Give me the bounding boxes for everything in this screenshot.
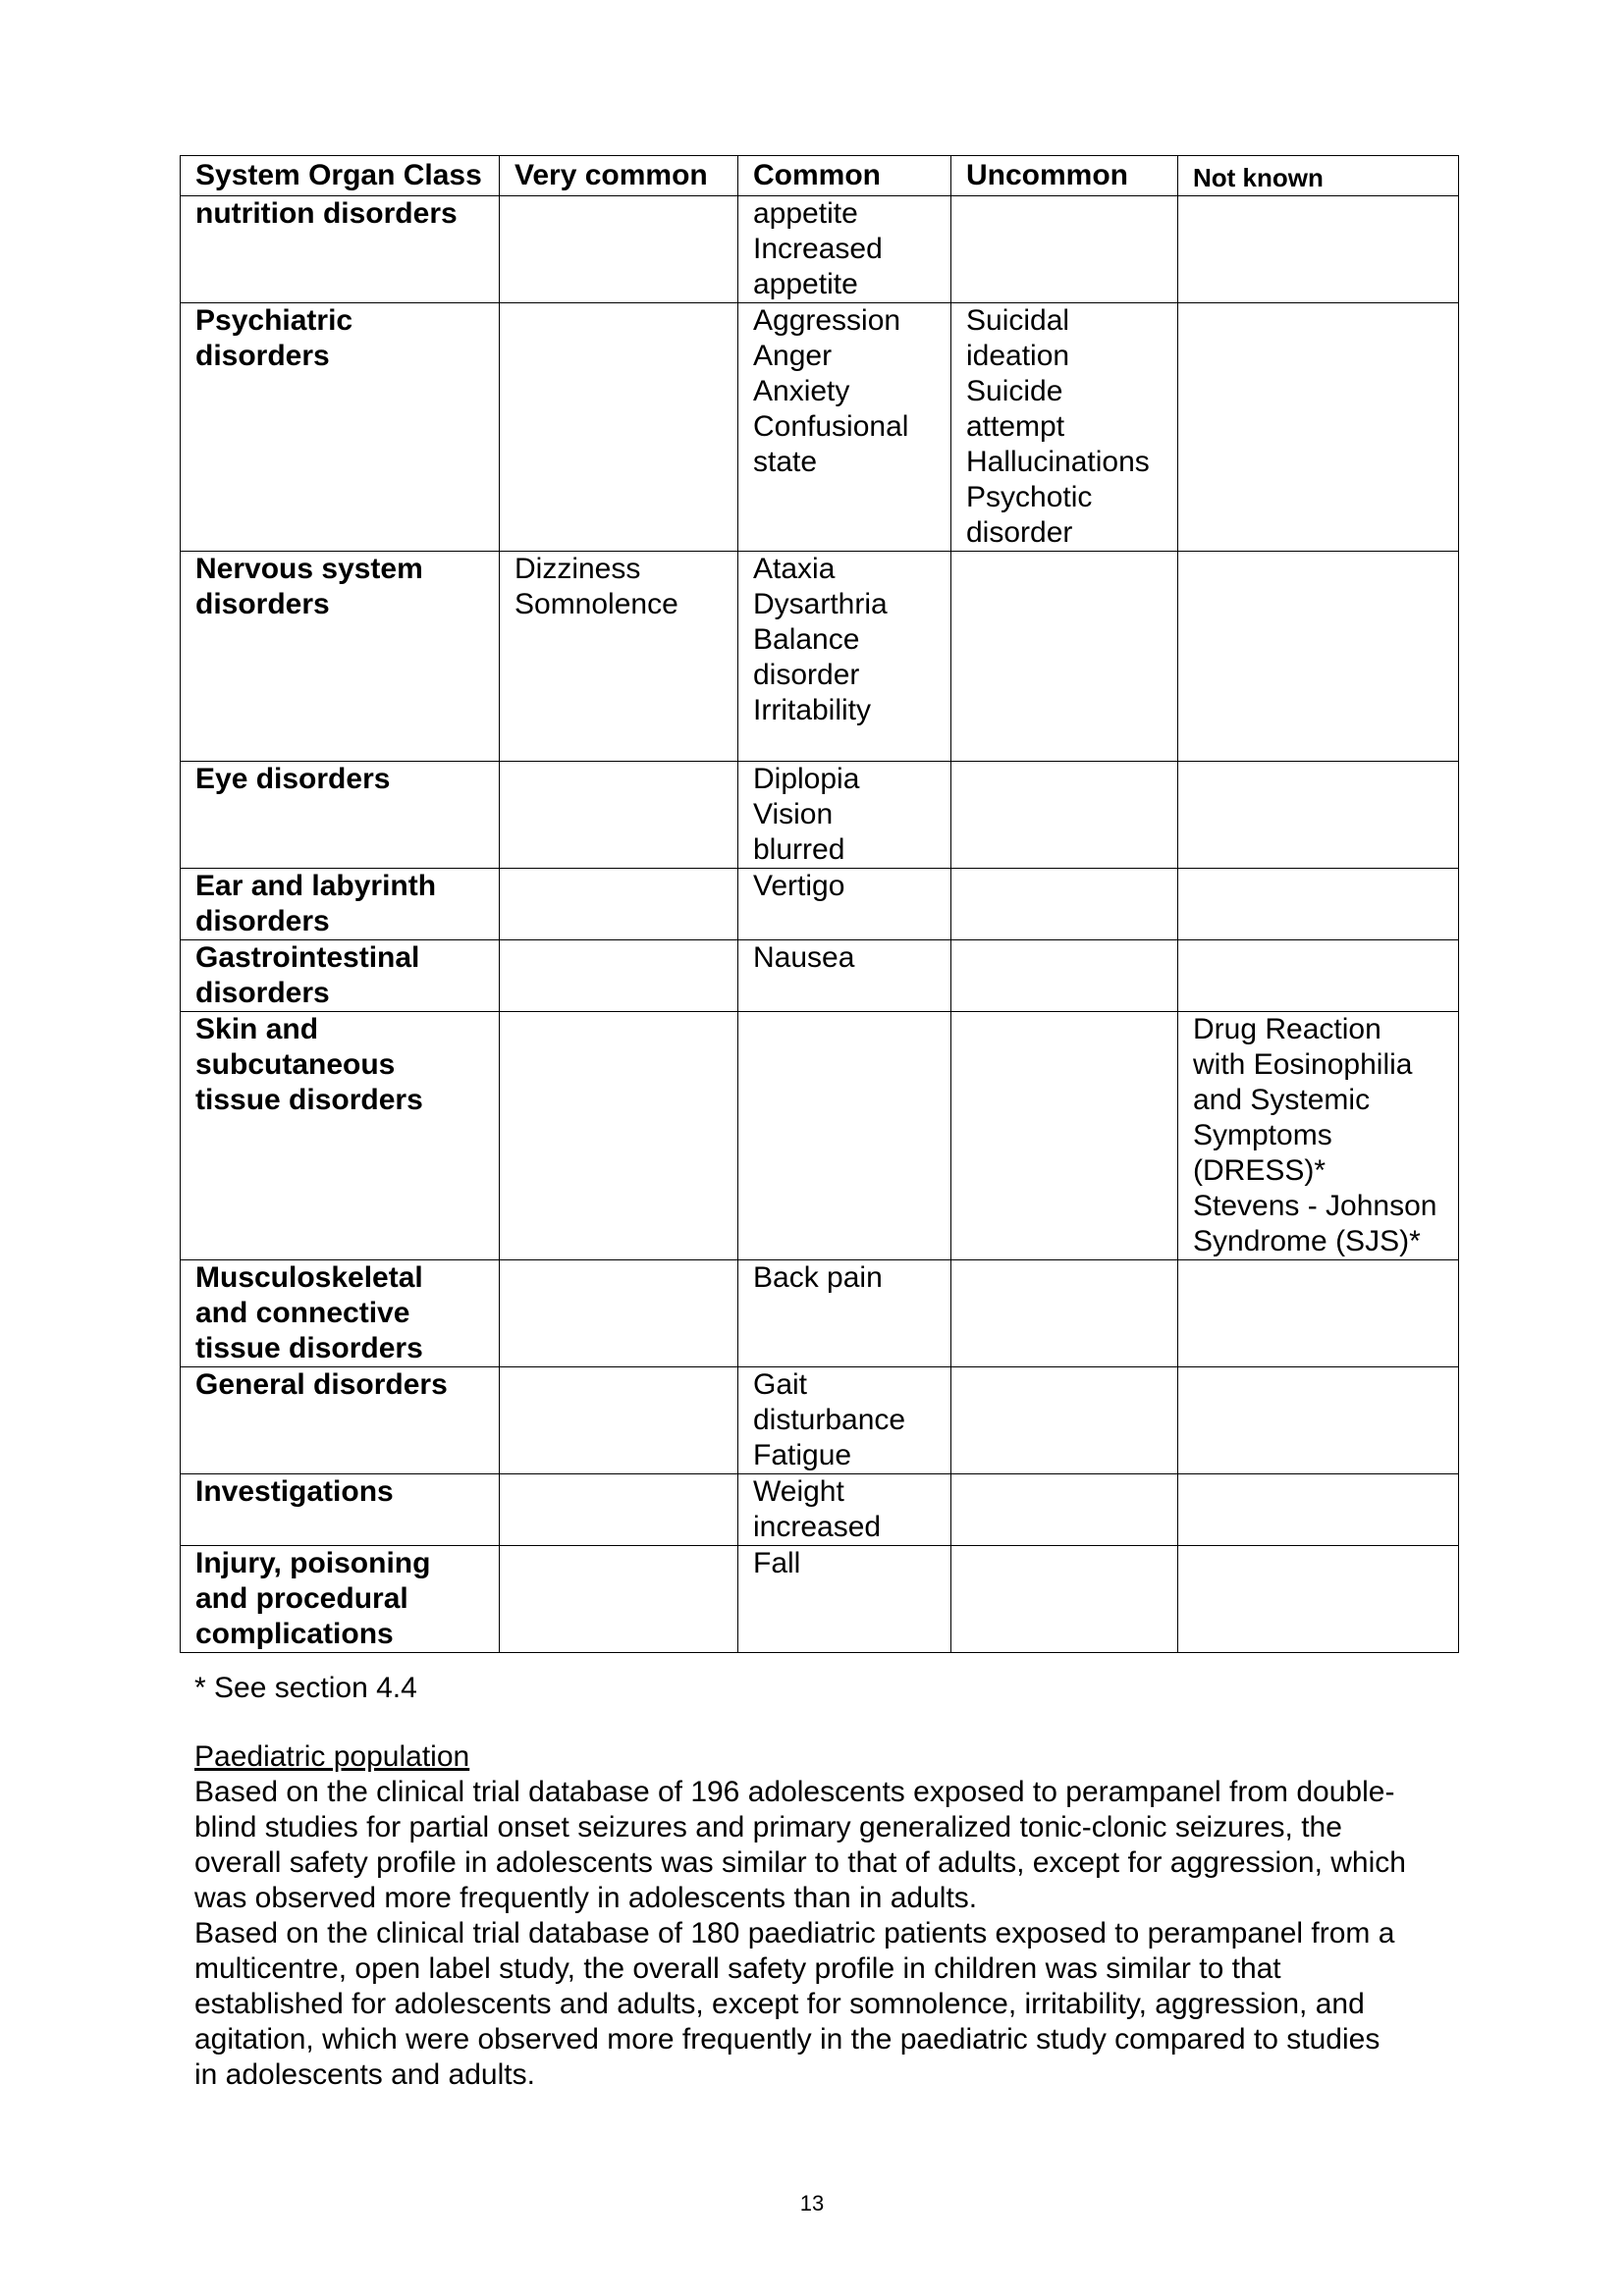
cell-uncommon (951, 303, 1178, 552)
adverse-reactions-table (180, 155, 1459, 1653)
cell-not-known (1178, 869, 1459, 940)
cell-soc (181, 1260, 500, 1367)
paragraph-line: Based on the clinical trial database of 196 adolescents exposed to perampanel from double- (194, 1776, 1395, 1808)
cell-text-line: Nausea (753, 941, 855, 974)
paragraph-line: multicentre, open label study, the overall safety profile in children was similar to that (194, 1952, 1281, 1985)
cell-text-line: Fatigue (753, 1439, 852, 1471)
cell-text-line: (DRESS)* (1193, 1154, 1326, 1187)
cell-soc (181, 196, 500, 303)
cell-text-line: Vertigo (753, 870, 845, 902)
cell-text-line: tissue disorders (195, 1332, 423, 1364)
cell-common (738, 1012, 951, 1260)
cell-text-line: complications (195, 1618, 394, 1650)
cell-uncommon (951, 869, 1178, 940)
cell-common (738, 1260, 951, 1367)
paragraph-line: Based on the clinical trial database of 180 paediatric patients exposed to perampanel from a (194, 1917, 1395, 1949)
cell-common (738, 869, 951, 940)
cell-text-line: appetite (753, 268, 858, 300)
cell-uncommon (951, 1012, 1178, 1260)
cell-text-line: Suicidal (966, 304, 1070, 337)
paragraph-line: agitation, which were observed more frequently in the paediatric study compared to studies (194, 2023, 1380, 2056)
cell-text-line: Injury, poisoning (195, 1547, 431, 1579)
cell-uncommon (951, 940, 1178, 1012)
cell-text-line: disorders (195, 588, 330, 620)
cell-uncommon (951, 762, 1178, 869)
cell-text-line: Psychiatric (195, 304, 353, 337)
cell-text-line: and connective (195, 1297, 410, 1329)
adverse-reactions-table-container (180, 155, 1458, 1653)
cell-very-common (500, 940, 738, 1012)
cell-text-line: disorder (966, 516, 1073, 549)
table-row (181, 552, 1459, 762)
cell-soc (181, 940, 500, 1012)
cell-text-line: attempt (966, 410, 1065, 443)
cell-text-line: Gait (753, 1368, 808, 1401)
cell-text-line: Dysarthria (753, 588, 888, 620)
paediatric-heading: Paediatric population (194, 1740, 470, 1773)
cell-text-line: disorders (195, 905, 330, 937)
cell-text-line: disorder (753, 659, 860, 691)
cell-text-line: General disorders (195, 1368, 448, 1401)
cell-text-line: Gastrointestinal (195, 941, 420, 974)
cell-text-line: disorders (195, 340, 330, 372)
cell-soc (181, 869, 500, 940)
cell-text-line: Musculoskeletal (195, 1261, 423, 1294)
table-row (181, 940, 1459, 1012)
cell-text-line: and Systemic (1193, 1084, 1371, 1116)
cell-very-common (500, 552, 738, 762)
cell-text-line: and procedural (195, 1582, 408, 1615)
header-common: Common (738, 156, 951, 196)
cell-text-line: Weight (753, 1475, 844, 1508)
cell-text-line: Dizziness (514, 553, 641, 585)
cell-text-line: Irritability (753, 694, 872, 726)
cell-text-line: Diplopia (753, 763, 860, 795)
cell-text-line: Somnolence (514, 588, 678, 620)
cell-not-known (1178, 1260, 1459, 1367)
cell-text-line: Fall (753, 1547, 801, 1579)
paragraph-line: blind studies for partial onset seizures and primary generalized tonic-clonic seizures, the (194, 1811, 1342, 1843)
cell-very-common (500, 1546, 738, 1653)
table-row (181, 1367, 1459, 1474)
paragraph-line: was observed more frequently in adolescents than in adults. (194, 1882, 978, 1914)
cell-soc (181, 1367, 500, 1474)
cell-text-line: Hallucinations (966, 446, 1150, 478)
cell-not-known (1178, 303, 1459, 552)
table-footnote: * See section 4.4 (194, 1672, 417, 1704)
cell-uncommon (951, 1260, 1178, 1367)
cell-very-common (500, 1012, 738, 1260)
cell-common (738, 1474, 951, 1546)
cell-common (738, 552, 951, 762)
cell-text-line: Investigations (195, 1475, 394, 1508)
table-row (181, 869, 1459, 940)
page-number: 13 (799, 2191, 825, 2216)
cell-not-known (1178, 1474, 1459, 1546)
cell-very-common (500, 1367, 738, 1474)
cell-text-line: Anxiety (753, 375, 850, 407)
cell-common (738, 196, 951, 303)
cell-very-common (500, 196, 738, 303)
cell-text-line: Nervous system (195, 553, 423, 585)
cell-not-known (1178, 1012, 1459, 1260)
cell-text-line: state (753, 446, 818, 478)
cell-text-line: appetite (753, 197, 858, 230)
header-system-organ-class: System Organ Class (181, 156, 500, 196)
cell-text-line: Aggression (753, 304, 901, 337)
cell-uncommon (951, 1546, 1178, 1653)
table-row (181, 762, 1459, 869)
cell-text-line: Confusional (753, 410, 909, 443)
table-row (181, 1012, 1459, 1260)
cell-text-line: Back pain (753, 1261, 883, 1294)
cell-common (738, 940, 951, 1012)
table-row (181, 1474, 1459, 1546)
cell-text-line: with Eosinophilia (1193, 1048, 1413, 1081)
cell-not-known (1178, 1546, 1459, 1653)
table-body (181, 196, 1459, 1653)
cell-common (738, 303, 951, 552)
table-row (181, 1546, 1459, 1653)
cell-text-line: nutrition disorders (195, 197, 458, 230)
cell-uncommon (951, 1474, 1178, 1546)
table-row (181, 1260, 1459, 1367)
cell-text-line: Balance (753, 623, 860, 656)
cell-text-line: Ear and labyrinth (195, 870, 437, 902)
header-not-known: Not known (1178, 156, 1459, 196)
cell-text-line: Syndrome (SJS)* (1193, 1225, 1421, 1257)
cell-text-line: tissue disorders (195, 1084, 423, 1116)
table-header-row (181, 156, 1459, 196)
cell-text-line: Symptoms (1193, 1119, 1332, 1151)
cell-soc (181, 1474, 500, 1546)
cell-very-common (500, 1474, 738, 1546)
table-row (181, 303, 1459, 552)
header-very-common: Very common (500, 156, 738, 196)
paragraph-line: in adolescents and adults. (194, 2058, 535, 2091)
cell-uncommon (951, 1367, 1178, 1474)
cell-text-line: Stevens - Johnson (1193, 1190, 1437, 1222)
cell-common (738, 1367, 951, 1474)
cell-soc (181, 762, 500, 869)
cell-text-line: disorders (195, 977, 330, 1009)
cell-uncommon (951, 196, 1178, 303)
paragraph-line: established for adolescents and adults, except for somnolence, irritability, aggression, and (194, 1988, 1365, 2020)
cell-not-known (1178, 1367, 1459, 1474)
cell-text-line: Eye disorders (195, 763, 391, 795)
cell-text-line: Ataxia (753, 553, 836, 585)
cell-very-common (500, 869, 738, 940)
cell-text-line: Skin and (195, 1013, 319, 1045)
cell-text-line: Psychotic (966, 481, 1093, 513)
cell-not-known (1178, 196, 1459, 303)
cell-text-line: Vision (753, 798, 834, 830)
header-uncommon: Uncommon (951, 156, 1178, 196)
cell-not-known (1178, 552, 1459, 762)
cell-very-common (500, 762, 738, 869)
cell-text-line: disturbance (753, 1404, 906, 1436)
cell-text-line: increased (753, 1511, 882, 1543)
cell-uncommon (951, 552, 1178, 762)
paragraph-line: overall safety profile in adolescents was similar to that of adults, except for aggression, which (194, 1846, 1406, 1879)
cell-soc (181, 303, 500, 552)
cell-common (738, 1546, 951, 1653)
cell-common (738, 762, 951, 869)
cell-text-line: Increased (753, 233, 883, 265)
cell-text-line: Drug Reaction (1193, 1013, 1381, 1045)
cell-soc (181, 1546, 500, 1653)
cell-not-known (1178, 762, 1459, 869)
table-row (181, 196, 1459, 303)
cell-text-line: subcutaneous (195, 1048, 396, 1081)
cell-very-common (500, 1260, 738, 1367)
cell-not-known (1178, 940, 1459, 1012)
cell-text-line: blurred (753, 833, 845, 866)
cell-very-common (500, 303, 738, 552)
cell-soc (181, 552, 500, 762)
cell-text-line: Suicide (966, 375, 1063, 407)
paediatric-paragraph (194, 1775, 1461, 2093)
cell-soc (181, 1012, 500, 1260)
cell-text-line: Anger (753, 340, 833, 372)
cell-text-line: ideation (966, 340, 1070, 372)
